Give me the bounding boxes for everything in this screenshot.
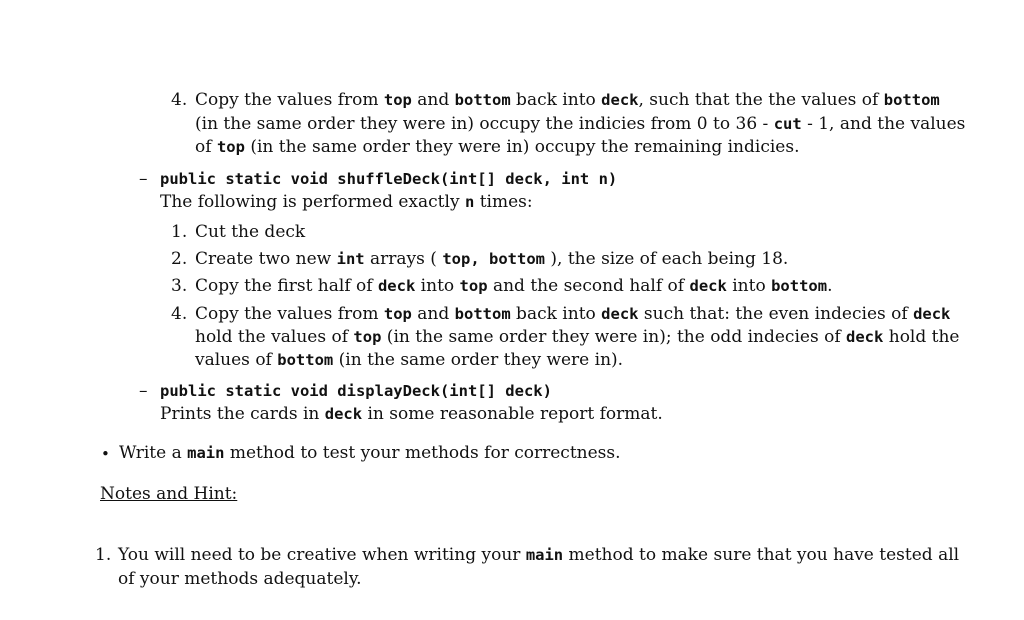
code-deck: deck — [324, 405, 363, 423]
code-n: n — [464, 193, 475, 211]
shuffle-step-1 — [195, 221, 305, 243]
notes-item-1-line-2 — [118, 568, 362, 590]
step-4-line-3 — [195, 136, 799, 158]
code-main: main — [187, 444, 225, 462]
text: Create two new — [195, 249, 337, 269]
step-4-line-2 — [195, 113, 965, 135]
text: - 1, and the values — [801, 114, 966, 134]
text: hold the — [883, 327, 960, 347]
text: and the second half of — [487, 276, 690, 296]
code-main: main — [525, 546, 564, 564]
shuffle-step-3-number: 3. — [171, 276, 188, 296]
text: Copy the values from — [195, 90, 384, 110]
shuffle-description — [160, 191, 533, 213]
shuffle-step-4-line-2 — [195, 326, 960, 348]
code-bottom: bottom — [454, 305, 511, 323]
shuffle-step-4-number: 4. — [171, 304, 188, 324]
code-deck: deck — [689, 277, 727, 295]
notes-item-1-number: 1. — [95, 545, 112, 565]
text: such that: the even indecies of — [638, 304, 914, 324]
text: hold the values of — [195, 327, 354, 347]
code-deck: deck — [846, 328, 884, 346]
text: (in the same order they were in); the odd indecies of — [381, 327, 847, 347]
code-top: top — [216, 138, 245, 156]
text: of — [195, 137, 217, 157]
code-bottom: bottom — [771, 277, 828, 295]
list-dash: – — [139, 381, 148, 401]
text: arrays ( — [364, 249, 443, 269]
text: and — [411, 304, 455, 324]
code-top: top — [353, 328, 382, 346]
notes-heading: Notes and Hint: — [100, 484, 238, 504]
step-4-line-1 — [195, 89, 940, 111]
text: in some reasonable report format. — [362, 404, 663, 424]
text: , such that the the values of — [638, 90, 884, 110]
display-description — [160, 403, 663, 425]
text: Write a — [119, 443, 188, 463]
shuffle-step-4-line-1 — [195, 303, 950, 325]
code-top: top — [383, 91, 412, 109]
main-method-bullet — [119, 442, 621, 464]
shuffle-step-2 — [195, 248, 788, 270]
bullet-mark: • — [101, 445, 110, 463]
text: method to make sure that you have tested all — [563, 545, 960, 565]
text: ), the size of each being 18. — [544, 249, 789, 269]
shuffle-step-1-number: 1. — [171, 222, 188, 242]
code-deck: deck — [601, 91, 639, 109]
code-int: int — [336, 250, 365, 268]
text: times: — [474, 192, 533, 212]
notes-item-1-line-1 — [118, 544, 959, 566]
code-top: top — [383, 305, 412, 323]
text: The following is performed exactly — [160, 192, 465, 212]
text: Copy the first half of — [195, 276, 378, 296]
text: into — [726, 276, 772, 296]
text: Prints the cards in — [160, 404, 325, 424]
code-deck: deck — [913, 305, 951, 323]
text: back into — [510, 90, 602, 110]
text: of your methods adequately. — [118, 569, 362, 589]
method-signature: public static void shuffleDeck(int[] deck, int n) — [160, 170, 618, 188]
code-deck: deck — [601, 305, 639, 323]
code-cut: cut — [773, 115, 802, 133]
shuffle-step-4-line-3 — [195, 349, 623, 371]
text: into — [415, 276, 460, 296]
text: and — [411, 90, 455, 110]
code-bottom: bottom — [454, 91, 511, 109]
text: back into — [510, 304, 602, 324]
text: (in the same order they were in). — [333, 350, 624, 370]
text: Copy the values from — [195, 304, 384, 324]
shuffle-step-2-number: 2. — [171, 249, 188, 269]
list-dash: – — [139, 169, 148, 189]
code-top-bottom: top, bottom — [442, 250, 545, 268]
text: method to test your methods for correctness. — [224, 443, 621, 463]
text: (in the same order they were in) occupy the remaining indicies. — [244, 137, 800, 157]
code-bottom: bottom — [277, 351, 334, 369]
text: (in the same order they were in) occupy the indicies from 0 to 36 - — [195, 114, 774, 134]
text: Cut the deck — [195, 222, 306, 242]
text: values of — [195, 350, 278, 370]
code-bottom: bottom — [883, 91, 940, 109]
text: You will need to be creative when writing your — [118, 545, 526, 565]
text: . — [827, 276, 833, 296]
display-signature — [160, 380, 552, 402]
step-4-number: 4. — [171, 90, 188, 110]
method-signature: public static void displayDeck(int[] deck) — [160, 382, 552, 400]
shuffle-signature — [160, 168, 617, 190]
code-top: top — [459, 277, 488, 295]
shuffle-step-3 — [195, 275, 833, 297]
code-deck: deck — [377, 277, 416, 295]
